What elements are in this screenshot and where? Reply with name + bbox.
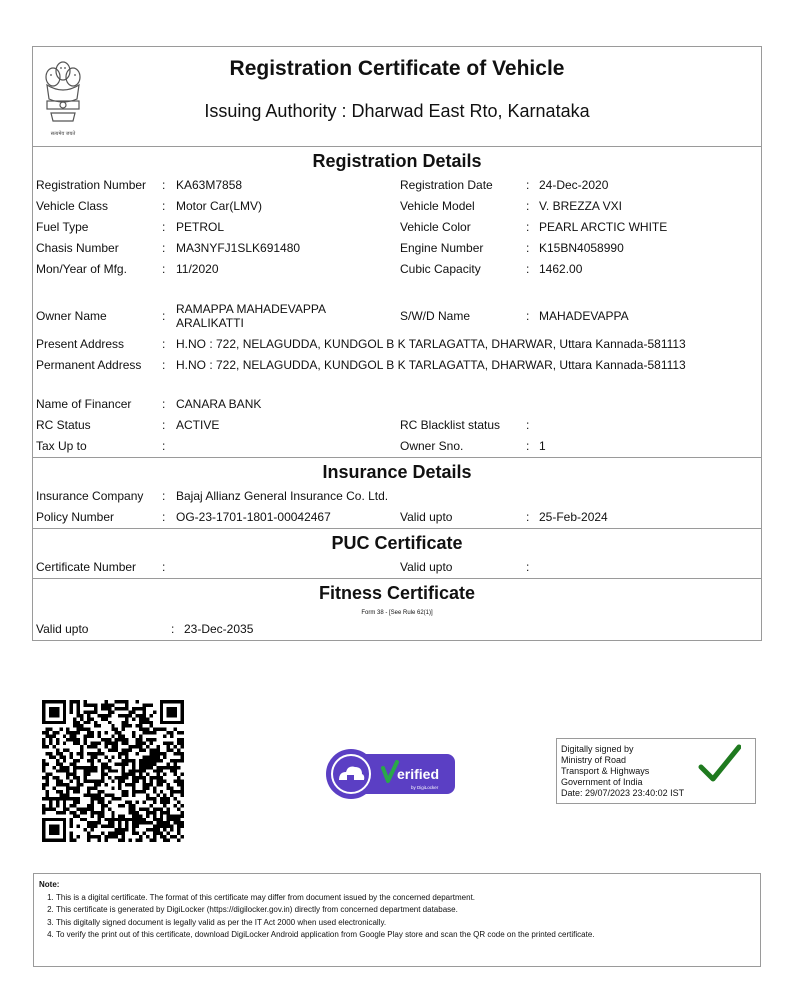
financer-row: [33, 394, 761, 415]
field-value: KA63M7858: [176, 178, 243, 192]
form-note: Form 38 - [See Rule 62(1)]: [361, 610, 433, 616]
registration-row: [33, 217, 761, 238]
insurance-valid-value: 25-Feb-2024: [539, 510, 608, 524]
separator: :: [526, 262, 530, 276]
separator: :: [171, 622, 175, 636]
fitness-heading: Fitness Certificate: [318, 583, 476, 603]
field-label: Insurance Company: [36, 489, 144, 503]
field-label: Valid upto: [400, 510, 453, 524]
separator: :: [526, 560, 530, 574]
present-address-row: [33, 334, 761, 355]
insurance-company-row: [33, 486, 761, 507]
field-value: PEARL ARCTIC WHITE: [539, 220, 668, 234]
field-label: Tax Up to: [36, 439, 87, 453]
page-title: Registration Certificate of Vehicle: [229, 57, 565, 80]
check-icon: [697, 743, 741, 783]
field-label: Vehicle Class: [36, 199, 109, 213]
registration-heading: Registration Details: [312, 151, 482, 171]
signature-line: Date: 29/07/2023 23:40:02 IST: [561, 788, 685, 798]
emblem-motto: सत्यमेव जयते: [50, 131, 76, 137]
certificate-header: [33, 47, 761, 147]
policy-row: [33, 507, 761, 528]
field-value: V. BREZZA VXI: [539, 199, 622, 213]
digital-signature-box[interactable]: [556, 738, 756, 804]
tax-row: [33, 436, 761, 457]
separator: :: [162, 199, 166, 213]
puc-heading: PUC Certificate: [331, 533, 463, 553]
separator: :: [162, 560, 166, 574]
field-label: Name of Financer: [36, 397, 132, 411]
financer-value: CANARA BANK: [176, 397, 262, 411]
separator: :: [526, 418, 530, 432]
present-address-value: H.NO : 722, NELAGUDDA, KUNDGOL B K TARLAGATTA, DHARWAR, Uttara Kannada-581113: [176, 337, 686, 351]
note-item: 4. To verify the print out of this certificate, download DigiLocker Android application from Google Play store and scan the QR code on the printed certificate.: [56, 929, 755, 942]
field-label: Cubic Capacity: [400, 262, 481, 276]
field-label: Registration Date: [400, 178, 493, 192]
field-value: 24-Dec-2020: [539, 178, 609, 192]
fitness-section: [33, 579, 761, 640]
separator: :: [526, 439, 530, 453]
separator: :: [526, 199, 530, 213]
field-value: 11/2020: [176, 262, 219, 276]
qr-code[interactable]: [42, 700, 184, 842]
owner-sno-value: 1: [539, 439, 546, 453]
field-label: Fuel Type: [36, 220, 89, 234]
note-item: 3. This digitally signed document is legally valid as per the IT Act 2000 when used electronically.: [56, 917, 755, 930]
separator: :: [162, 309, 166, 323]
separator: :: [526, 309, 530, 323]
note-item: 1. This is a digital certificate. The format of this certificate may differ from document issued by the concerned department.: [56, 892, 755, 905]
verified-subtext: by DigiLocker: [411, 785, 439, 790]
registration-row: [33, 196, 761, 217]
notes-heading: Note:: [39, 880, 60, 889]
separator: :: [526, 178, 530, 192]
separator: :: [162, 262, 166, 276]
field-label: RC Blacklist status: [400, 418, 501, 432]
rc-status-value: ACTIVE: [176, 418, 220, 432]
swd-name-value: MAHADEVAPPA: [539, 309, 629, 323]
field-label: Permanent Address: [36, 358, 142, 372]
separator: :: [526, 510, 530, 524]
puc-row: [33, 557, 761, 578]
owner-name-value: RAMAPPA MAHADEVAPPA ARALIKATTI: [176, 302, 326, 330]
certificate-frame: [32, 46, 762, 641]
signature-line: Government of India: [561, 777, 643, 787]
puc-section: [33, 529, 761, 579]
field-label: Registration Number: [36, 178, 147, 192]
fitness-valid-row: [33, 619, 761, 640]
field-label: Owner Name: [36, 309, 107, 323]
separator: :: [162, 337, 166, 351]
separator: :: [526, 220, 530, 234]
registration-row: [33, 175, 761, 196]
digilocker-verified-badge: [325, 748, 457, 800]
owner-row: [33, 298, 761, 334]
insurance-company-value: Bajaj Allianz General Insurance Co. Ltd.: [176, 489, 389, 503]
field-label: S/W/D Name: [400, 309, 471, 323]
field-label: RC Status: [36, 418, 91, 432]
rc-status-row: [33, 415, 761, 436]
field-label: Present Address: [36, 337, 125, 351]
separator: :: [162, 439, 166, 453]
registration-row: [33, 259, 761, 280]
signature-line: Ministry of Road: [561, 755, 627, 765]
field-value: Motor Car(LMV): [176, 199, 263, 213]
notes-box: [33, 873, 761, 967]
permanent-address-value: H.NO : 722, NELAGUDDA, KUNDGOL B K TARLAGATTA, DHARWAR, Uttara Kannada-581113: [176, 358, 686, 372]
registration-row: [33, 238, 761, 259]
issuing-authority: Issuing Authority : Dharwad East Rto, Karnataka: [204, 101, 590, 121]
separator: :: [162, 418, 166, 432]
registration-rows: [33, 175, 761, 280]
signature-text: [561, 744, 684, 799]
insurance-section: [33, 458, 761, 529]
insurance-heading: Insurance Details: [322, 462, 472, 482]
field-value: PETROL: [176, 220, 225, 234]
separator: :: [526, 241, 530, 255]
fitness-valid-value: 23-Dec-2035: [184, 622, 254, 636]
field-label: Chasis Number: [36, 241, 119, 255]
separator: :: [162, 241, 166, 255]
field-label: Vehicle Color: [400, 220, 471, 234]
verified-text: erified: [397, 766, 440, 782]
note-item: 2. This certificate is generated by DigiLocker (https://digilocker.gov.in) directly from concerned department database.: [56, 904, 755, 917]
policy-number-value: OG-23-1701-1801-00042467: [176, 510, 331, 524]
separator: :: [162, 178, 166, 192]
separator: :: [162, 358, 166, 372]
signature-line: Digitally signed by: [561, 744, 634, 754]
field-label: Mon/Year of Mfg.: [36, 262, 127, 276]
field-label: Owner Sno.: [400, 439, 464, 453]
field-value: K15BN4058990: [539, 241, 624, 255]
field-label: Engine Number: [400, 241, 484, 255]
separator: :: [162, 220, 166, 234]
separator: :: [162, 489, 166, 503]
registration-section: [33, 147, 761, 458]
field-value: MA3NYFJ1SLK691480: [176, 241, 301, 255]
field-label: Valid upto: [400, 560, 453, 574]
field-label: Policy Number: [36, 510, 115, 524]
field-label: Valid upto: [36, 622, 89, 636]
field-label: Vehicle Model: [400, 199, 475, 213]
notes-list: [39, 892, 755, 942]
separator: :: [162, 510, 166, 524]
permanent-address-row: [33, 355, 761, 376]
field-value: 1462.00: [539, 262, 583, 276]
separator: :: [162, 397, 166, 411]
field-label: Certificate Number: [36, 560, 137, 574]
signature-line: Transport & Highways: [561, 766, 650, 776]
